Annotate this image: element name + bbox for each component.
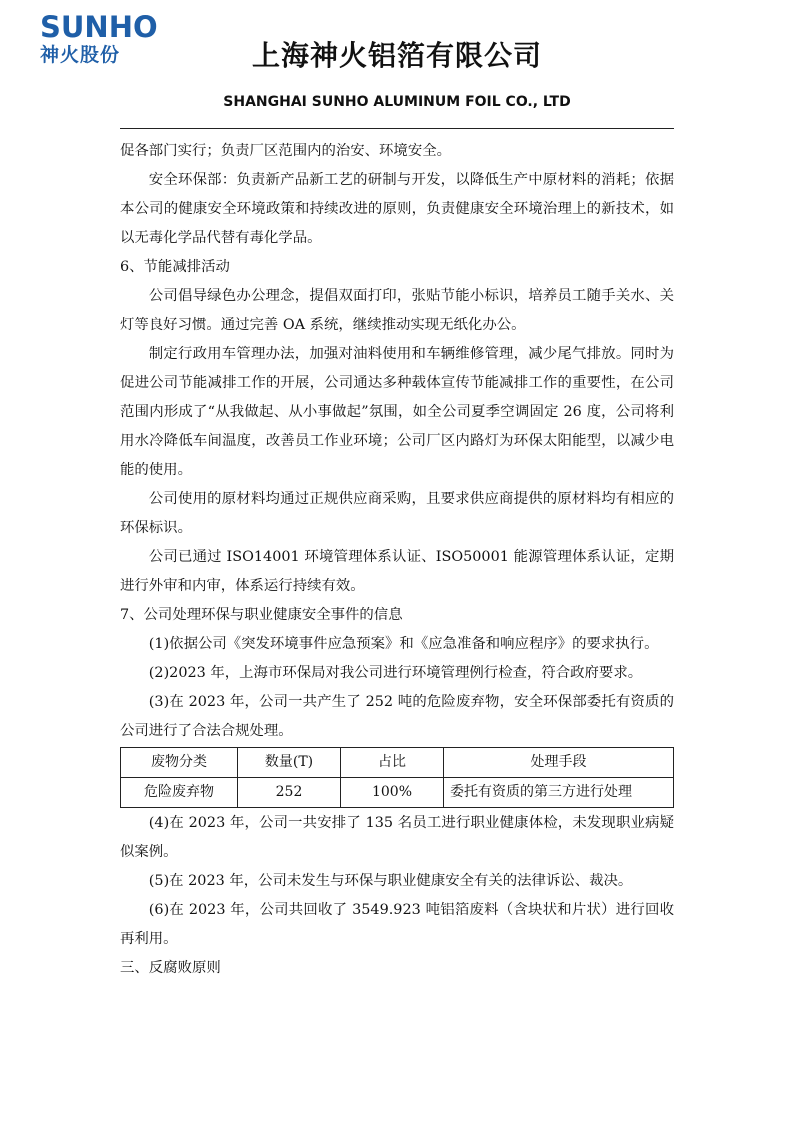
company-name-cn: 上海神火铝箔有限公司 [251,39,542,72]
table-header-row [121,748,674,778]
table-header-cell: 废物分类 [121,748,238,778]
paragraph: 公司倡导绿色办公理念，提倡双面打印，张贴节能小标识，培养员工随手关水、关灯等良好习惯。通过完善 OA 系统，继续推动实现无纸化办公。 [120,288,674,333]
paragraph: 安全环保部：负责新产品新工艺的研制与开发，以降低生产中原材料的消耗；依据本公司的健康安全环境政策和持续改进的原则，负责健康安全环境治理上的新技术，如以无毒化学品代替有毒化学品。 [120,172,674,246]
list-item: (6)在 2023 年，公司共回收了 3549.923 吨铝箔废料（含块状和片状）进行回收再利用。 [120,902,674,947]
table-cell: 100% [341,778,444,808]
paragraph: 公司使用的原材料均通过正规供应商采购，且要求供应商提供的原材料均有相应的环保标识。 [120,491,674,536]
company-name-en: SHANGHAI SUNHO ALUMINUM FOIL CO., LTD [223,94,571,110]
list-item: (2)2023 年，上海市环保局对我公司进行环境管理例行检查，符合政府要求。 [148,665,643,681]
section-heading: 7、公司处理环保与职业健康安全事件的信息 [120,607,403,623]
paragraph: 公司已通过 ISO14001 环境管理体系认证、ISO50001 能源管理体系认证，定期进行外审和内审，体系运行持续有效。 [120,549,674,594]
list-item: (4)在 2023 年，公司一共安排了 135 名员工进行职业健康体检，未发现职业病疑似案例。 [120,815,674,860]
table-header-cell: 占比 [341,748,444,778]
table-header-cell: 数量(T) [238,748,341,778]
list-item: (3)在 2023 年，公司一共产生了 252 吨的危险废弃物，安全环保部委托有资质的公司进行了合法合规处理。 [120,694,674,739]
list-item: (1)依据公司《突发环境事件应急预案》和《应急准备和响应程序》的要求执行。 [148,636,659,652]
list-item: (5)在 2023 年，公司未发生与环保与职业健康安全有关的法律诉讼、裁决。 [148,873,633,889]
table-row [121,778,674,808]
table-header-cell: 处理手段 [444,748,674,778]
section-heading: 三、反腐败原则 [120,960,221,976]
table-cell: 委托有资质的第三方进行处理 [444,778,674,808]
document-body [120,137,674,983]
waste-table [120,747,674,808]
section-heading: 6、节能减排活动 [120,259,230,275]
table-cell: 252 [238,778,341,808]
paragraph: 促各部门实行；负责厂区范围内的治安、环境安全。 [120,143,451,159]
table-cell: 危险废弃物 [121,778,238,808]
logo-en-text: SUNHO [40,10,158,44]
logo-cn-text: 神火股份 [40,44,121,66]
header-divider [120,128,674,129]
paragraph: 制定行政用车管理办法，加强对油料使用和车辆维修管理，减少尾气排放。同时为促进公司节能减排工作的开展，公司通达多种载体宣传节能减排工作的重要性，在公司范围内形成了“从我做起、从小事做起”氛围，如全公司夏季空调固定 26 度，公司将利用水冷降低车间温度，改善员工作业环境；公司厂区内路灯为环保太阳能型，以减少电能的使用。 [120,346,674,478]
